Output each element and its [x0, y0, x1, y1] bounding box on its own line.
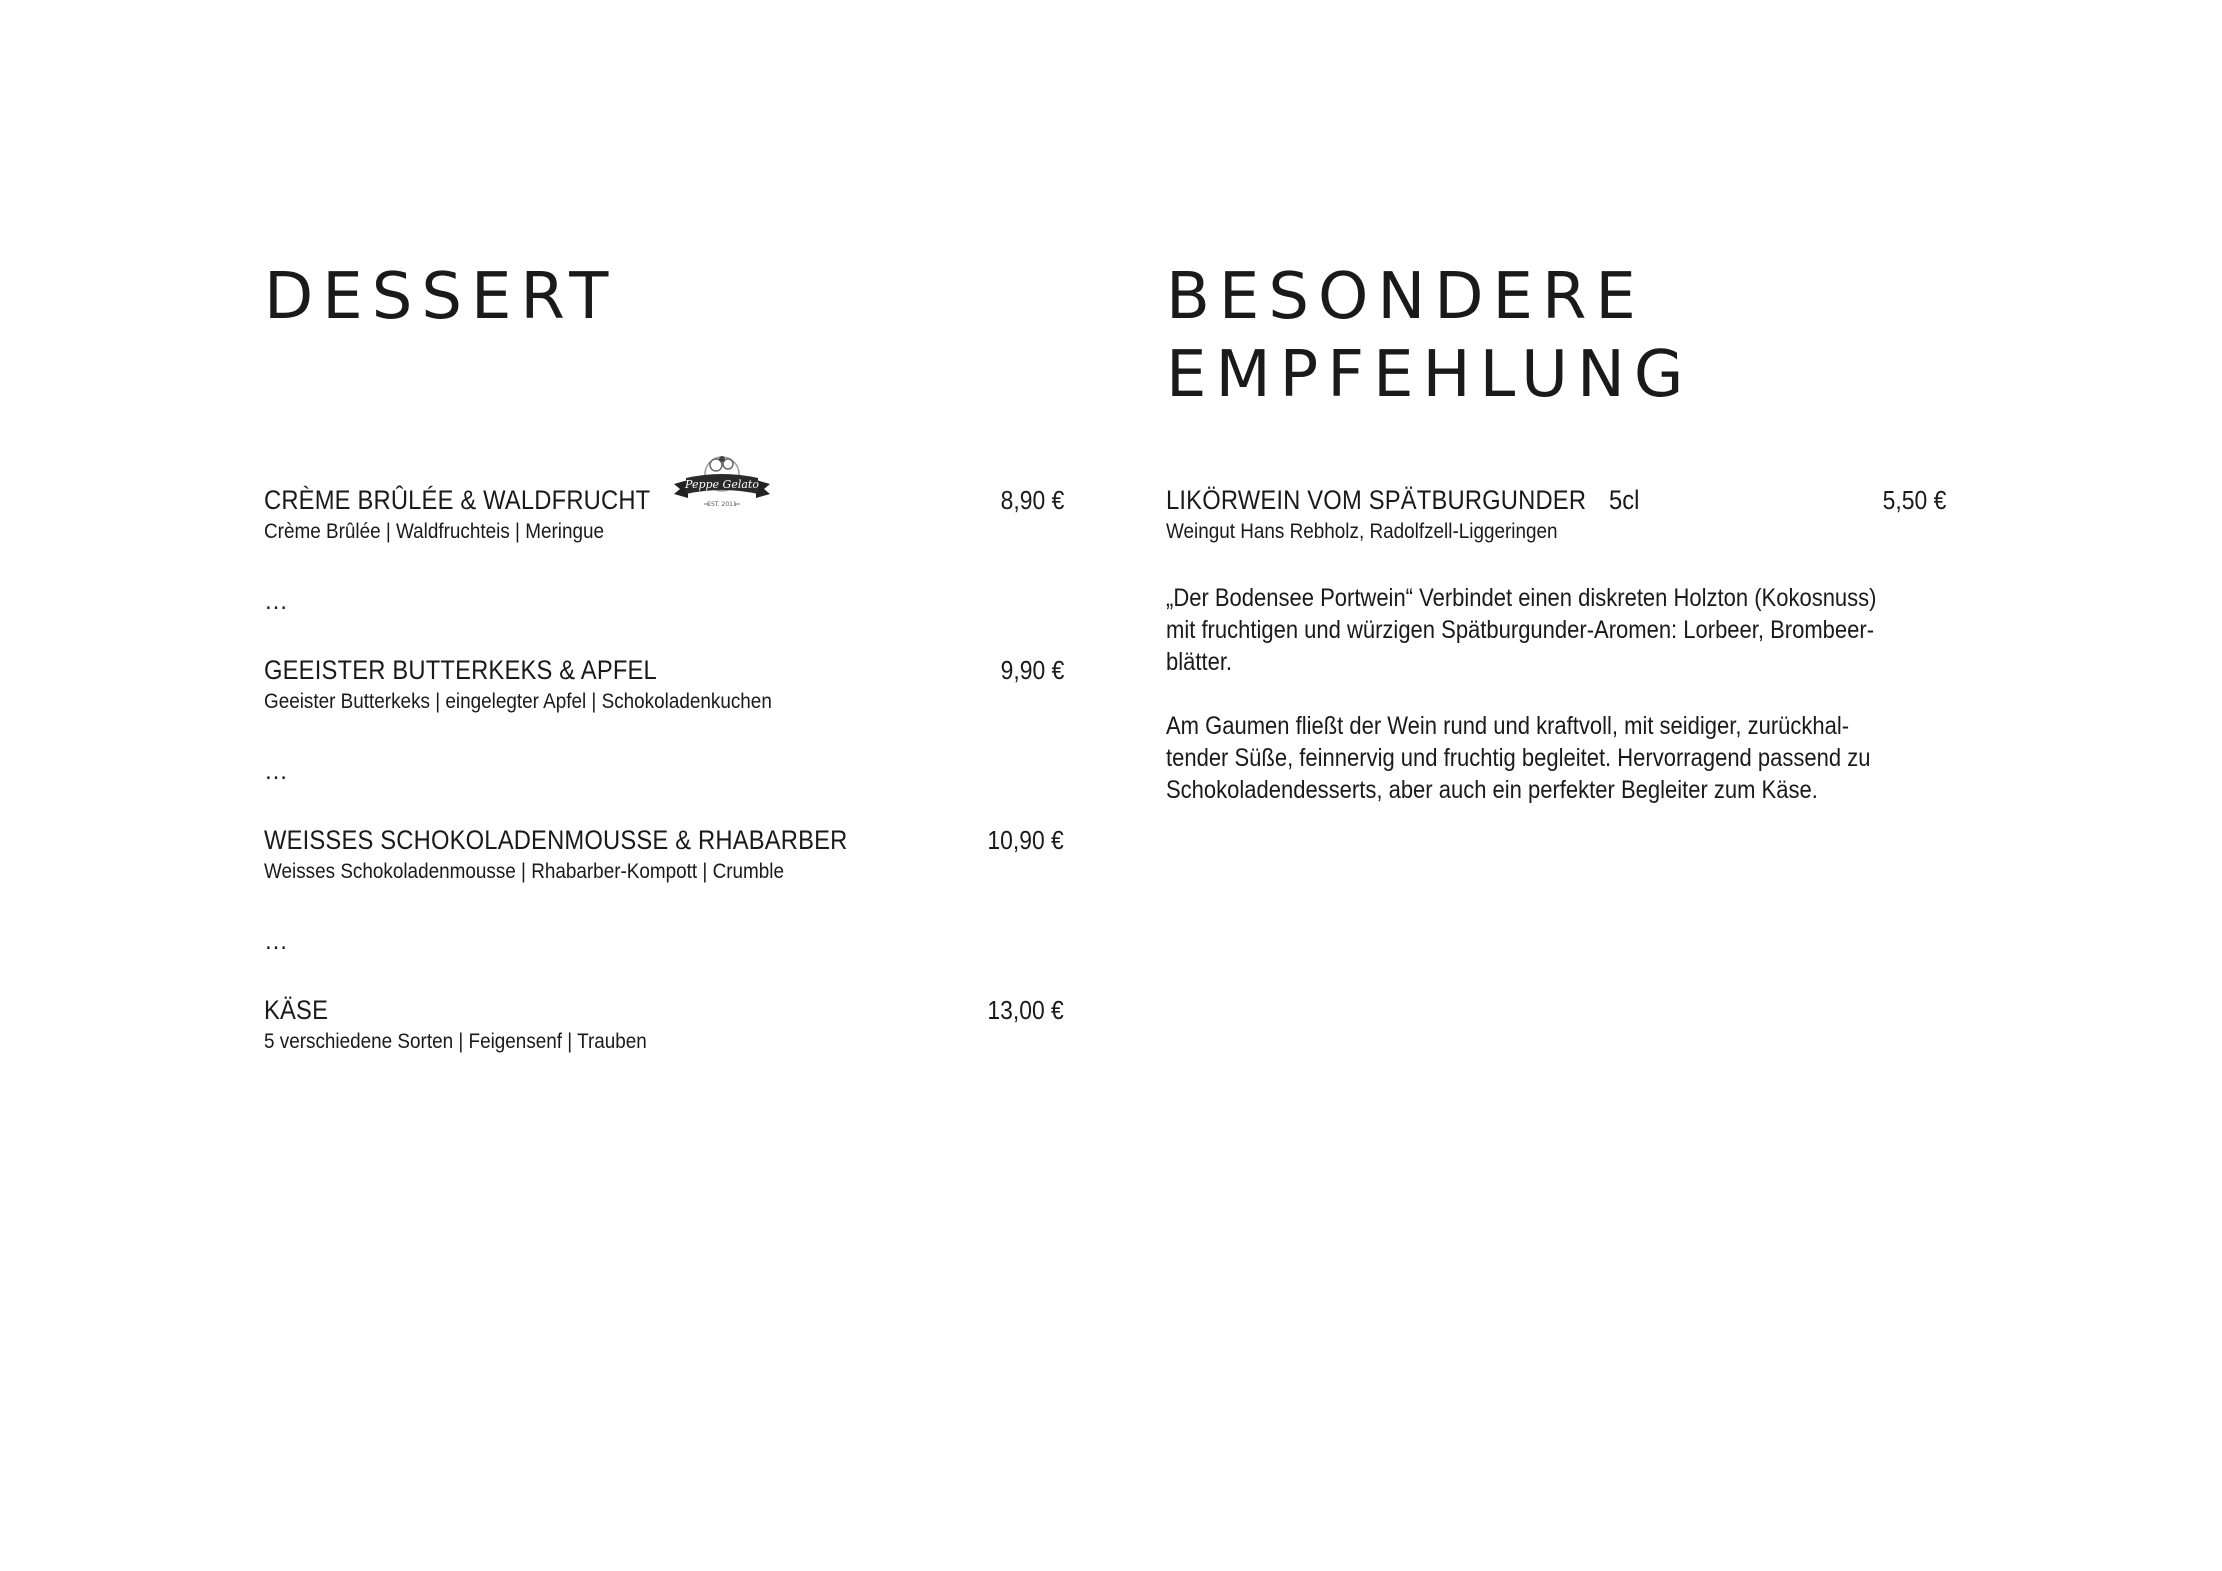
menu-item-name-wrap: [264, 995, 337, 1026]
recommendation-section: [1166, 258, 1946, 804]
dessert-section: [264, 258, 1064, 1053]
svg-text:EST. 2011: EST. 2011: [707, 501, 737, 508]
menu-item-header: [264, 990, 1064, 1030]
menu-item-name-wrap: [264, 655, 711, 686]
menu-item: [264, 990, 1064, 1054]
wine-item: [1166, 480, 1946, 806]
menu-item-name: WEISSES SCHOKOLADENMOUSSE & RHABARBER: [264, 824, 848, 855]
recommendation-title-line: BESONDERE: [1166, 260, 1645, 334]
recommendation-title: [1166, 258, 1946, 414]
recommendation-title-line: EMPFEHLUNG: [1166, 338, 1693, 412]
separator-ellipsis: …: [264, 758, 289, 785]
menu-item: [264, 820, 1064, 884]
wine-producer: Weingut Hans Rebholz, Radolfzell-Liggeringen: [1166, 520, 1558, 543]
menu-item-header: [264, 480, 1064, 520]
separator-ellipsis: …: [264, 928, 289, 955]
menu-item: [264, 650, 1064, 714]
menu-item-header: [264, 820, 1064, 860]
wine-tasting-paragraph: Am Gaumen fließt der Wein rund und kraftvoll, mit seidiger, zurückhal- tender Süße, feinnervig und fruchtig begleitet. Hervorragend passend zu Schokoladendesserts, aber auch ein perfekter Begleiter zum Käse.: [1166, 712, 1871, 804]
menu-item: [264, 480, 1064, 544]
ice-cream-brand-logo: [670, 454, 774, 520]
menu-item-description: Weisses Schokoladenmousse | Rhabarber-Kompott | Crumble: [264, 860, 785, 883]
menu-item-name-wrap: [264, 825, 927, 856]
wine-price: 5,50 €: [1882, 484, 1946, 515]
menu-item-price: 13,00 €: [987, 994, 1064, 1025]
menu-item-price: 8,90 €: [1000, 484, 1064, 515]
wine-description-paragraph: „Der Bodensee Portwein“ Verbindet einen diskreten Holzton (Kokosnuss) mit fruchtigen und würzigen Spätburgunder-Aromen: Lorbeer, Brombeer- blätter.: [1166, 584, 1877, 676]
dessert-list: [264, 480, 1064, 1054]
menu-item-price: 9,90 €: [1000, 654, 1064, 685]
menu-item-name-wrap: [264, 485, 703, 516]
menu-item-price: 10,90 €: [987, 824, 1064, 855]
dessert-title: DESSERT: [264, 260, 618, 334]
wine-volume: 5cl: [1609, 484, 1640, 515]
recommendation-list: [1166, 480, 1946, 806]
svg-text:Peppe Gelato: Peppe Gelato: [685, 478, 759, 491]
menu-item-description: Geeister Butterkeks | eingelegter Apfel | Schokoladenkuchen: [264, 690, 772, 713]
menu-item-name: GEEISTER BUTTERKEKS & APFEL: [264, 654, 657, 685]
menu-item-description: 5 verschiedene Sorten | Feigensenf | Trauben: [264, 1030, 647, 1053]
wine-name: LIKÖRWEIN VOM SPÄTBURGUNDER: [1166, 484, 1587, 515]
menu-item-description: Crème Brûlée | Waldfruchteis | Meringue: [264, 520, 605, 543]
menu-item-name: CRÈME BRÛLÉE & WALDFRUCHT: [264, 484, 651, 515]
separator-ellipsis: …: [264, 588, 289, 615]
menu-item-name: KÄSE: [264, 994, 329, 1025]
peppe-gelato-logo-icon: [670, 454, 774, 520]
wine-name-wrap: [1166, 485, 1644, 516]
menu-item-header: [264, 650, 1064, 690]
wine-item-header: [1166, 480, 1946, 520]
